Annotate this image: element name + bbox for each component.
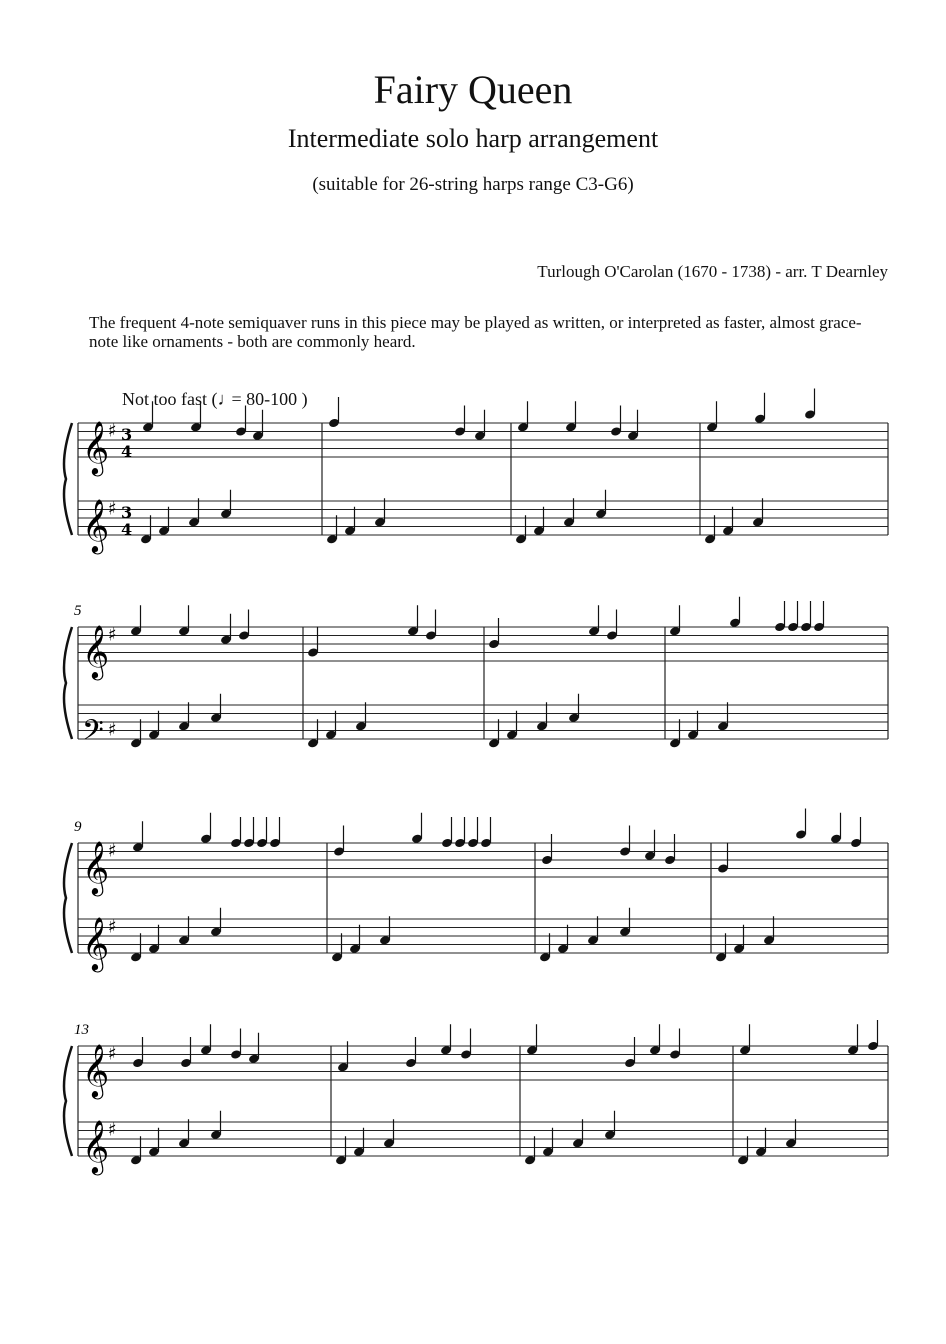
tempo-value: = 80-100 ) xyxy=(231,389,308,409)
page-title: Fairy Queen xyxy=(373,67,573,112)
score-system xyxy=(64,1020,888,1175)
grand-staff-brace xyxy=(64,423,72,535)
time-signature-top: 3 xyxy=(121,503,133,522)
sharp-icon: ♯ xyxy=(108,624,117,646)
sharp-icon: ♯ xyxy=(108,916,117,938)
sharp-icon: ♯ xyxy=(108,498,117,520)
bass-staff xyxy=(78,1119,888,1175)
bass-staff xyxy=(78,916,888,972)
composer-credit: Turlough O'Carolan (1670 - 1738) - arr. T Dearnley xyxy=(537,262,888,281)
measure-number: 9 xyxy=(74,819,82,835)
measure-number: 13 xyxy=(74,1022,89,1038)
treble-clef-icon: 𝄞 xyxy=(82,420,110,474)
time-signature-bottom: 4 xyxy=(121,442,133,461)
sharp-icon: ♯ xyxy=(108,420,117,442)
page-subtitle: Intermediate solo harp arrangement xyxy=(287,124,659,153)
bass-staff xyxy=(78,498,888,554)
treble-clef-icon: 𝄞 xyxy=(82,498,110,552)
treble-clef-icon: 𝄞 xyxy=(82,840,110,894)
sharp-icon: ♯ xyxy=(108,1043,117,1065)
range-note: (suitable for 26-string harps range C3-G6) xyxy=(312,174,634,195)
treble-clef-icon: 𝄞 xyxy=(82,1119,110,1173)
treble-staff xyxy=(78,624,888,680)
treble-staff xyxy=(78,840,888,896)
time-signature-top: 3 xyxy=(121,425,133,444)
measure-number: 5 xyxy=(74,603,82,619)
score-system xyxy=(64,597,888,754)
grand-staff-brace xyxy=(64,1046,72,1156)
grand-staff-brace xyxy=(64,627,72,739)
sharp-icon: ♯ xyxy=(108,719,117,741)
quarter-note-icon: ♩ xyxy=(217,389,236,409)
bass-clef-icon: 𝄢 xyxy=(82,714,104,754)
time-signature-bottom: 4 xyxy=(121,520,133,539)
performance-note: The frequent 4-note semiquaver runs in this piece may be played as written, or interpreted as faster, almost grace-note like ornaments - both are commonly heard. xyxy=(89,313,862,351)
sharp-icon: ♯ xyxy=(108,840,117,862)
treble-clef-icon: 𝄞 xyxy=(82,624,110,678)
grand-staff-brace xyxy=(64,843,72,953)
tempo-prefix: Not too fast ( xyxy=(122,389,218,409)
treble-staff xyxy=(78,1043,888,1099)
score-system xyxy=(64,389,888,555)
treble-clef-icon: 𝄞 xyxy=(82,1043,110,1097)
score-system xyxy=(64,809,888,973)
bass-staff xyxy=(78,705,888,754)
sharp-icon: ♯ xyxy=(108,1119,117,1141)
treble-clef-icon: 𝄞 xyxy=(82,916,110,970)
